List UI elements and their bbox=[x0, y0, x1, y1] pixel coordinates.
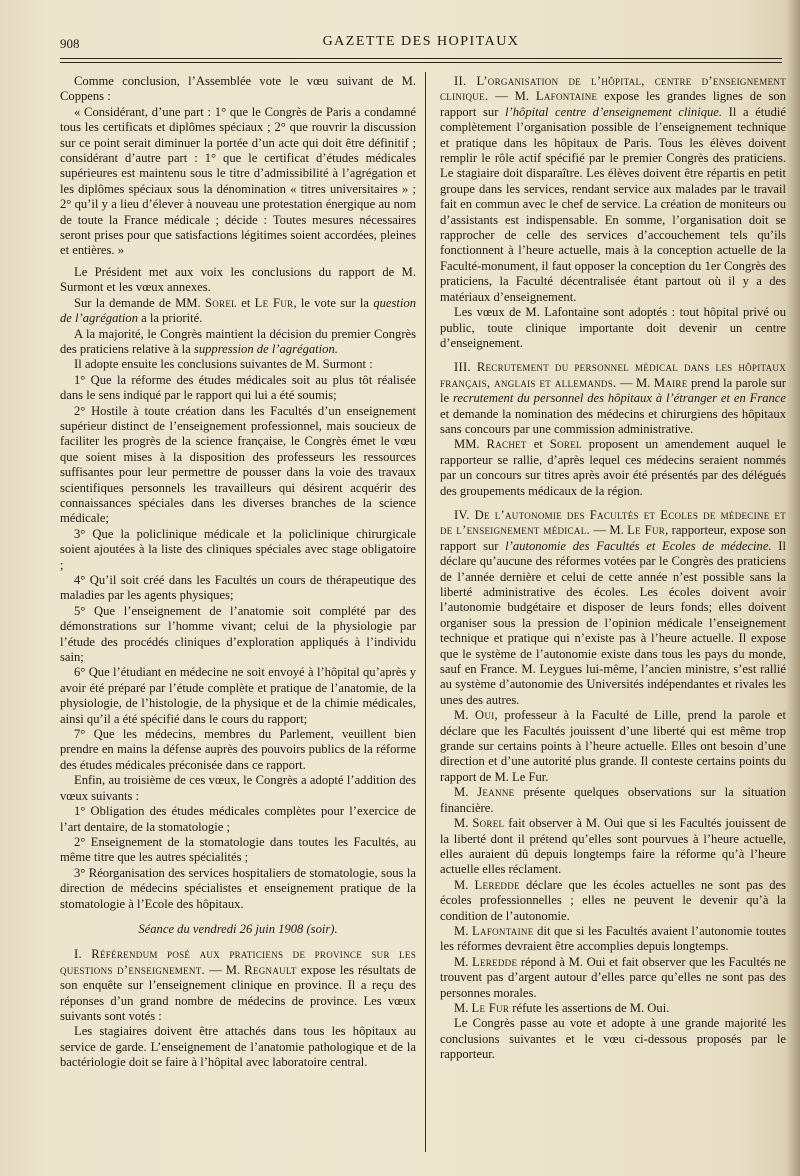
person-name: Oui bbox=[475, 708, 495, 723]
left-column bbox=[60, 74, 416, 1071]
list-item: 6° Que l’étudiant en médecine ne soit envoyé à l’hôpital qu’après y avoir été préparé par l’étude complète et pratique de l’anatomie, de la physiologie, de l’histologie, de la physique et de la chimie médicales, ainsi qu’il a été spécifié dans le cours du rapport; bbox=[60, 665, 416, 726]
person-name: Jeanne bbox=[477, 785, 515, 800]
page-header bbox=[60, 28, 782, 52]
person-name: Leredde bbox=[471, 954, 518, 969]
person-name: Leredde bbox=[474, 877, 520, 892]
list-item: 2° Enseignement de la stomatologie dans toutes les Facultés, au même titre que les autres spécialités ; bbox=[60, 834, 416, 865]
column-divider bbox=[425, 72, 426, 1152]
paragraph: Les vœux de M. Lafontaine sont adoptés : tout hôpital privé ou public, toute clinique importante doit devenir un centre d’enseignement. bbox=[440, 305, 786, 350]
section-paragraph: I. Référendum posé aux praticiens de province sur les questions d’enseignement. — M. Regnault expose les résultats de son enquête sur l’enseignement clinique en province. Il a reçu des réponses d’un grand nombre de médecins de province. Les vœux suivants sont votés : bbox=[60, 947, 416, 1023]
list-item: 5° Que l’enseignement de l’anatomie soit complété par des démonstrations sur l’homme vivant; celui de la physiologie par l’étude des procédés cliniques d’exploration appliqués à l’individu sain; bbox=[60, 603, 416, 665]
section-paragraph: IV. De l’autonomie des Facultés et Ecoles de médecine et de l’enseignement médical. — M. Le Fur, rapporteur, expose son rapport sur l’autonomie des Facultés et Ecoles de médecine. Il déclare qu’aucune des réformes votées par le Congrès des praticiens de l’année dernière et celui de cette année n’est possible sans la liberté administrative des écoles. Les écoles doivent avoir l’autonomie budgétaire et disposer de leurs fonds; elles doivent organiser sous la pression de l’opinion médicale l’enseignement technique et pratique qui n’existe pas à l’heure actuelle. Il expose que le système de l’autonomie existe dans tous les pays du monde, sauf en France. M. Leygues lui-même, l’ancien ministre, s’est rallié au système d’autonomie des Universités indépendantes et rivales les unes des autres. bbox=[440, 507, 787, 707]
section-heading: IV. De l’autonomie des Facultés et Ecoles de médecine et de l’enseignement médical. bbox=[440, 507, 786, 538]
person-name: Sorel bbox=[549, 437, 582, 452]
person-name: Le Fur bbox=[627, 523, 666, 538]
person-name: Lafontaine bbox=[535, 89, 598, 104]
paragraph: Comme conclusion, l’Assemblée vote le vœu suivant de M. Coppens : bbox=[60, 74, 416, 104]
person-name: Sorel bbox=[472, 816, 505, 831]
person-name: Maire bbox=[653, 375, 688, 390]
paragraph: M. Lafontaine dit que si les Facultés avaient l’autonomie toutes les réformes devraient être accomplies depuis longtemps. bbox=[440, 923, 787, 954]
page-number: 908 bbox=[60, 36, 80, 51]
list-item: 7° Que les médecins, membres du Parlement, veuillent bien prendre en mains la défense auprès des pouvoirs publics de la réforme des études médicales préconisée dans ce rapport. bbox=[60, 727, 416, 772]
paragraph: Les stagiaires doivent être attachés dans tous les hôpitaux au service de garde. L’enseignement de l’anatomie pathologique et de la bactériologie doit se faire à l’hôpital avec laboratoire central. bbox=[60, 1024, 416, 1070]
paragraph: M. Leredde répond à M. Oui et fait observer que les Facultés ne trouvent pas d’argent autour d’elles parce qu’elles ne sont pas des personnes morales. bbox=[440, 954, 786, 1000]
section-heading: I. Référendum posé aux praticiens de province sur les questions d’enseignement. bbox=[60, 947, 416, 977]
section-paragraph: III. Recrutement du personnel médical dans les hôpitaux français, anglais et allemands. — M. Maire prend la parole sur le recrutement du personnel des hôpitaux à l’étranger et en France et demande la nomination des médecins et chirurgiens des hôpitaux sans concours par une commission administrative. bbox=[440, 360, 787, 436]
paragraph: Il adopte ensuite les conclusions suivantes de M. Surmont : bbox=[74, 357, 373, 372]
page-edge-shadow bbox=[786, 0, 800, 1176]
paragraph: Sur la demande de MM. Sorel et Le Fur, le vote sur la question de l’agrégation a la priorité. bbox=[60, 295, 416, 326]
paragraph: M. Leredde déclare que les écoles actuelles ne sont pas des écoles professionnelles ; elles ne peuvent le devenir qu’à la condition de l’autonomie. bbox=[440, 877, 786, 923]
paragraph: M. Jeanne présente quelques observations sur la situation financière. bbox=[440, 785, 786, 815]
paragraph: M. Le Fur réfute les assertions de M. Oui. bbox=[454, 1000, 670, 1015]
header-rule-thin bbox=[60, 62, 782, 63]
section-paragraph: II. L’organisation de l’hôpital, centre d’enseignement clinique. — M. Lafontaine expose les grandes lignes de son rapport sur l’hôpital centre d’enseignement clinique. Il a étudié complètement l’organisation possible de l’enseignement technique et pratique dans les hôpitaux de Paris. Tous les élèves doivent remplir le rôle actif spécifié par le premier Congrès des praticiens. Le stagiaire doit disparaître. Les élèves doivent être répartis en petit groupe dans les services, rendant service aux malades par le travail fait en commun avec le chef de service. La création de moniteurs ou d’assistants est indispensable. En somme, l’organisation doit se rapprocher de celle des services d’accouchement tels qu’ils fonctionnent à l’heure actuelle, mais à la conception actuelle de la Faculté-monument, il faut opposer la conception du 1er Congrès des praticiens, la Faculté décentralisée étant partout où il y a des matériaux d’enseignement. bbox=[440, 74, 787, 304]
person-name: Le Fur bbox=[471, 1000, 510, 1015]
paragraph: MM. Rachet et Sorel proposent un amendement auquel le rapporteur se rallie, d’après lequel ces médecins seraient nommés par un concours sur titres après avoir été présentés par des délégués des groupements médicaux de la région. bbox=[440, 437, 786, 498]
person-name: Lafontaine bbox=[472, 923, 534, 938]
list-item: 3° Que la policlinique médicale et la policlinique chirurgicale soient ajoutées à la liste des cliniques spéciales avec stage obligatoire ; bbox=[60, 526, 416, 572]
section-heading: II. L’organisation de l’hôpital, centre d’enseignement clinique. bbox=[440, 74, 786, 104]
person-name: Le Fur bbox=[254, 295, 294, 310]
person-name: Rachet bbox=[486, 437, 527, 452]
list-item: 1° Obligation des études médicales complètes pour l’exercice de l’art dentaire, de la stomatologie ; bbox=[60, 804, 416, 834]
paragraph: M. Oui, professeur à la Faculté de Lille, prend la parole et déclare que les Facultés jouissent d’une liberté qui est même trop grande sur certains points à l’heure actuelle. Elles ont besoin d’une direction et d’une autorité plus grande. Il conteste certains points du rapport de M. Le Fur. bbox=[440, 708, 786, 784]
header-rule-thick bbox=[60, 58, 782, 59]
session-heading: Séance du vendredi 26 juin 1908 (soir). bbox=[138, 921, 338, 936]
section-heading: III. Recrutement du personnel médical dans les hôpitaux français, anglais et allemands. bbox=[440, 360, 786, 390]
list-item: 4° Qu’il soit créé dans les Facultés un cours de thérapeutique des maladies par les agents physiques; bbox=[60, 573, 416, 603]
paragraph: Le Président met aux voix les conclusions du rapport de M. Surmont et les vœux annexes. bbox=[60, 264, 416, 295]
right-column bbox=[440, 74, 786, 1063]
paragraph: A la majorité, le Congrès maintient la décision du premier Congrès des praticiens relative à la suppression de l’agrégation. bbox=[60, 326, 416, 356]
person-name: Regnault bbox=[244, 962, 297, 977]
paragraph: Le Congrès passe au vote et adopte à une grande majorité les conclusions suivantes et le vœu ci-dessous proposés par le rapporteur. bbox=[440, 1016, 786, 1062]
running-title: GAZETTE DES HOPITAUX bbox=[322, 34, 520, 49]
list-item: 3° Réorganisation des services hospitaliers de stomatologie, sous la direction de médecins spécialistes et enseignement pratique de la stomatologie à l’Ecole des hôpitaux. bbox=[60, 865, 416, 911]
paragraph: M. Sorel fait observer à M. Oui que si les Facultés jouissent de la liberté dont il prétend qu’elles sont pourvues à l’heure actuelle, elles auraient dû depuis longtemps faire la réforme qu’à l’heure actuelle elles réclament. bbox=[440, 816, 787, 877]
quoted-resolution: « Considérant, d’une part : 1° que le Congrès de Paris a condamné tous les certificats et diplômes spéciaux ; 2° que rouvrir la discussion sur ce point serait diminuer la portée d’un acte qui doit être définitif ; considérant d’autre part : 1° que le certificat d’études médicales supérieures est maintenu sous le titre d’admissibilité à l’agrégation et les diplômes spéciaux sous la dénomination « titres universitaires » ; 2° qu’il y a lieu d’élever à nouveau une protestation énergique au nom de toute la France médicale ; décide : Toutes mesures nécessaires seront prises pour que satisfactions légitimes soient accordées, pleines et entières. » bbox=[60, 104, 416, 258]
person-name: Sorel bbox=[204, 295, 237, 310]
list-item: 2° Hostile à toute création dans les Facultés d’un enseignement supérieur distinct de l’enseignement professionnel, mais soucieux de faciliter les progrès de la science française, le Congrès émet le vœu que soient mises à la disposition des professeurs les ressources suffisantes pour leur permettre de pousser dans la voie des travaux scientifiques personnels les travailleurs qui désirent acquérir des connaissances spéciales dans les diverses branches de la science médicale; bbox=[60, 403, 416, 526]
list-item: 1° Que la réforme des études médicales soit au plus tôt réalisée dans le sens indiqué par le rapport qui lui a été soumis; bbox=[60, 372, 416, 403]
paragraph: Enfin, au troisième de ces vœux, le Congrès a adopté l’addition des vœux suivants : bbox=[60, 773, 416, 803]
